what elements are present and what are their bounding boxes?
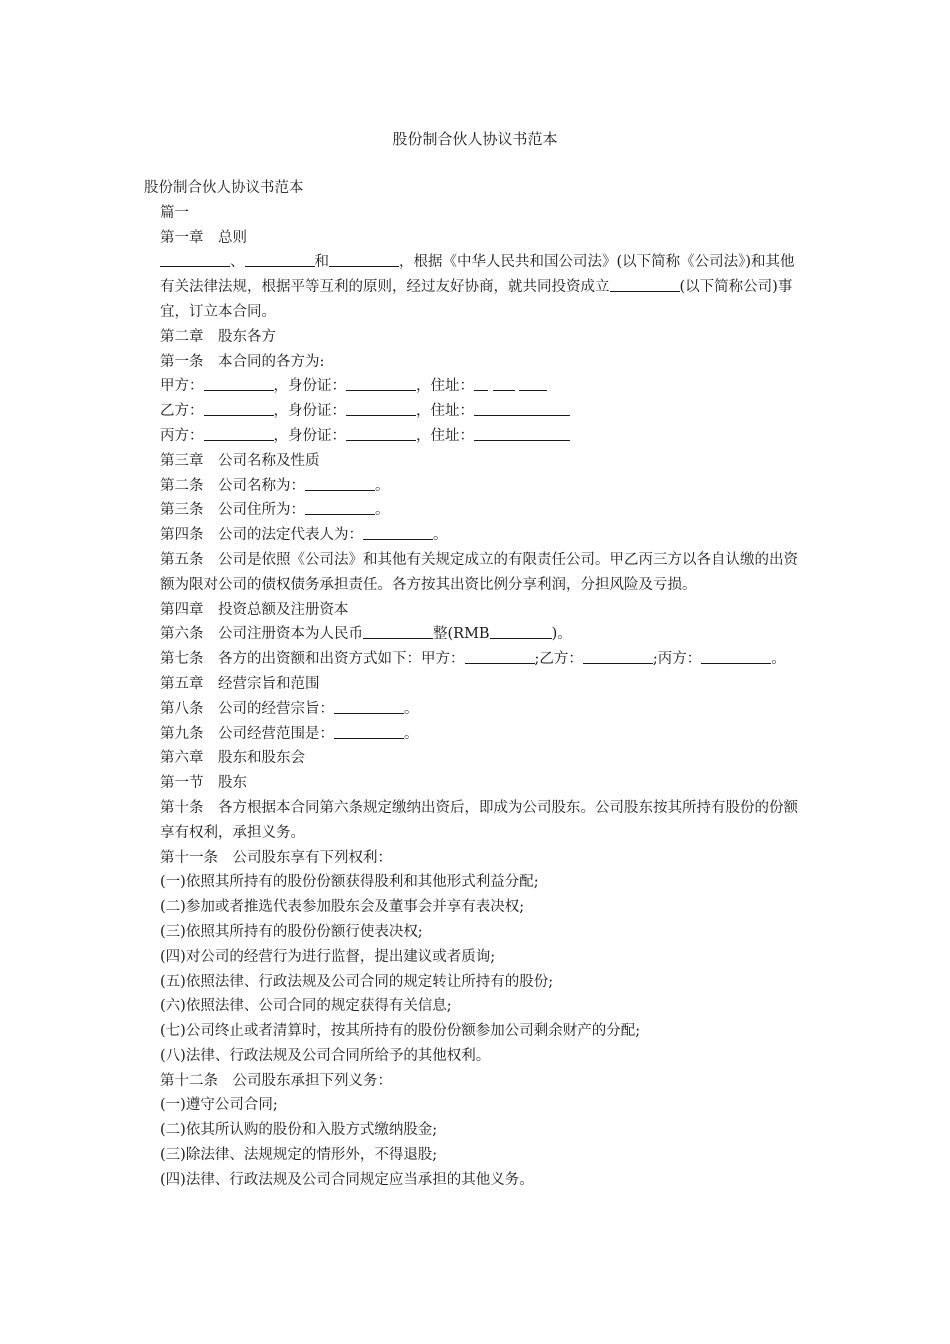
chapter-6-heading: 第六章 股东和股东会 [160,750,305,767]
article-4: 第四条 公司的法定代表人为： 。 [160,527,448,544]
article-6: 第六条 公司注册资本为人民币 整(RMB )。 [160,626,572,643]
blank-company [610,277,680,292]
list-item: (二)参加或者推选代表参加股东会及董事会并享有表决权; [160,899,525,916]
blank-party-b [245,252,315,267]
party-b-line: 乙方： ，身份证： ，住址： [144,399,808,424]
article-2: 第二条 公司名称为： 。 [160,477,390,494]
list-item: (五)依照法律、行政法规及公司合同的规定转让所持有的股份; [160,973,554,990]
list-item: (一)遵守公司合同; [160,1097,278,1114]
article-12: 第十二条 公司股东承担下列义务： [160,1072,392,1089]
chapter-1-heading: 第一章 总则 [160,229,247,246]
blank-party-c [329,252,399,267]
list-item: (三)除法律、法规规定的情形外，不得退股; [160,1147,438,1164]
article-8: 第八条 公司的经营宗旨： 。 [160,700,419,717]
list-item: (八)法律、行政法规及公司合同所给予的其他权利。 [160,1047,491,1064]
article-1: 第一条 本合同的各方为: [160,353,325,370]
document-title: 股份制合伙人协议书范本 [392,130,558,148]
list-item: (四)法律、行政法规及公司合同规定应当承担的其他义务。 [160,1171,534,1188]
party-a-line: 甲方： ，身份证： ，住址： [144,374,808,399]
article-7: 第七条 各方的出资额和出资方式如下：甲方： ;乙方： ;丙方： 。 [160,651,786,668]
chapter-3-heading: 第三章 公司名称及性质 [160,452,320,469]
blank-party-a [160,252,230,267]
section-label: 篇一 [160,204,189,221]
intro-paragraph: 、 和 ，根据《中华人民共和国公司法》(以下简称《公司法》)和其他有关法律法规，根据平等互利的原则，经过友好协商，就共同投资成立 (以下简称公司)事宜，订立本合同。 [160,254,795,320]
article-11: 第十一条 公司股东享有下列权利： [160,849,392,866]
list-item: (七)公司终止或者清算时，按其所持有的股份份额参加公司剩余财产的分配; [160,1023,641,1040]
article-9: 第九条 公司经营范围是： 。 [160,725,419,742]
article-5: 第五条 公司是依照《公司法》和其他有关规定成立的有限责任公司。甲乙丙三方以各自认缴的出资额为限对公司的债权债务承担责任。各方按其出资比例分享利润，分担风险及亏损。 [160,551,798,593]
list-item: (一)依照其所持有的股份份额获得股利和其他形式利益分配; [160,874,539,891]
list-item: (二)依其所认购的股份和入股方式缴纳股金; [160,1122,438,1139]
section-1-heading: 第一节 股东 [160,775,247,792]
chapter-2-heading: 第二章 股东各方 [160,328,276,345]
chapter-5-heading: 第五章 经营宗旨和范围 [160,675,320,692]
party-c-line: 丙方： ，身份证： ，住址： [144,424,808,449]
list-item: (三)依照其所持有的股份份额行使表决权; [160,923,423,940]
list-item: (六)依照法律、公司合同的规定获得有关信息; [160,998,452,1015]
article-3: 第三条 公司住所为： 。 [160,502,390,519]
article-10: 第十条 各方根据本合同第六条规定缴纳出资后，即成为公司股东。公司股东按其所持有股份的份额享有权利，承担义务。 [160,799,798,841]
list-item: (四)对公司的经营行为进行监督，提出建议或者质询; [160,948,496,965]
document-subtitle: 股份制合伙人协议书范本 [144,180,304,196]
chapter-4-heading: 第四章 投资总额及注册资本 [160,601,349,618]
document-body [144,176,808,1193]
